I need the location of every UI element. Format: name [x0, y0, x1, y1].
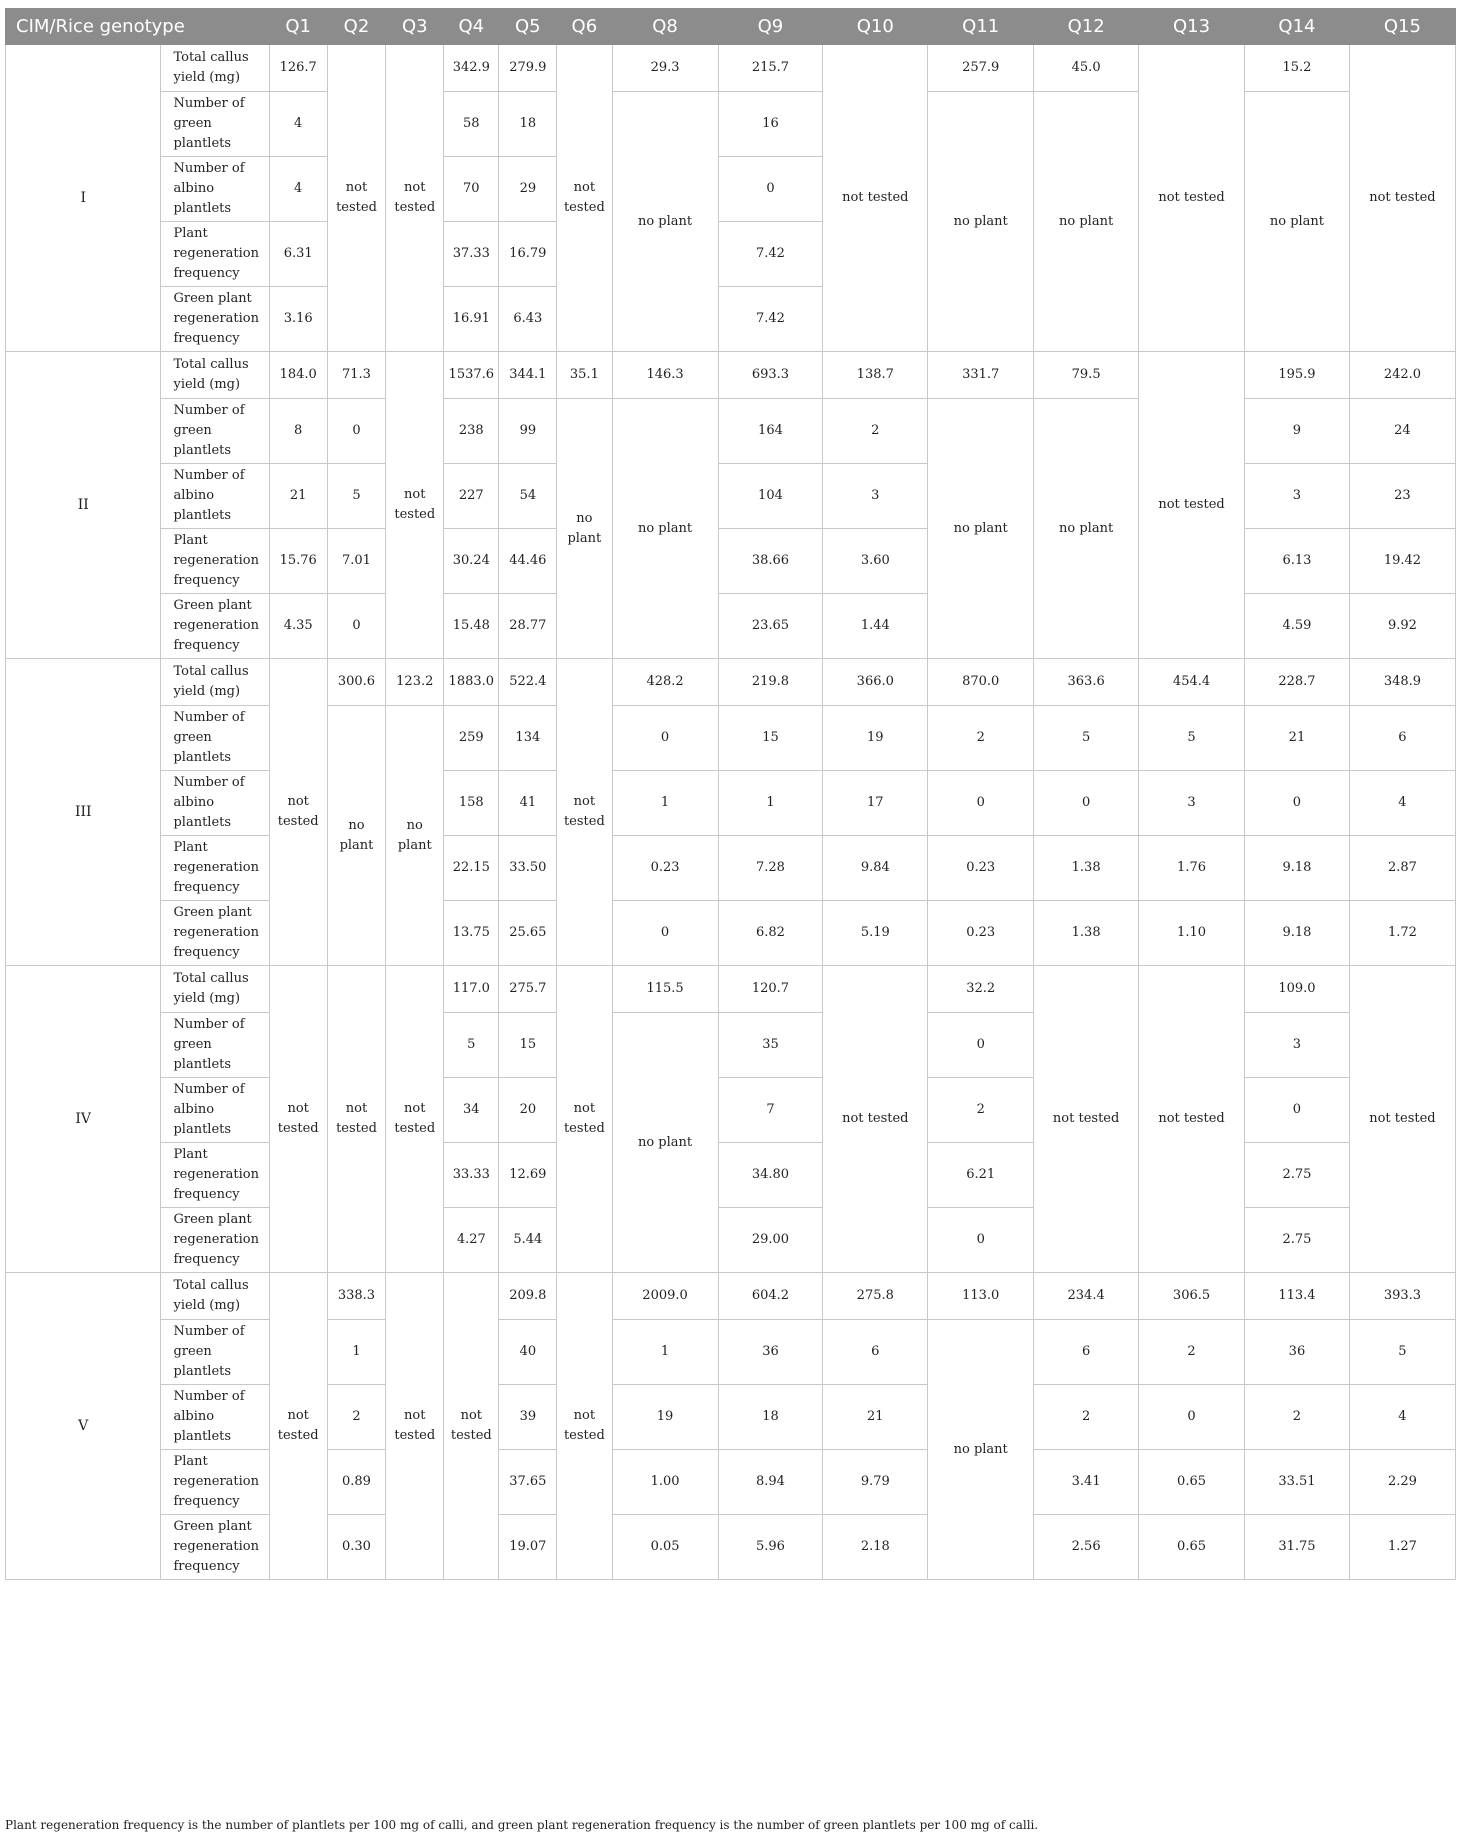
value-cell: 234.4	[1034, 1273, 1139, 1320]
value-cell: 79.5	[1034, 352, 1139, 399]
value-cell: 6.31	[269, 222, 327, 287]
value-cell: 5.19	[823, 901, 928, 966]
value-cell: 6	[1034, 1320, 1139, 1385]
value-cell: 0.65	[1139, 1450, 1245, 1515]
table-footnote: Plant regeneration frequency is the number of plantlets per 100 mg of calli, and green plant regeneration frequency is the number of green plantlets per 100 mg of calli.	[5, 1818, 1039, 1832]
value-cell: 33.50	[499, 836, 557, 901]
table-row	[6, 901, 1456, 966]
value-cell: 242.0	[1349, 352, 1455, 399]
status-cell: not tested	[1139, 966, 1245, 1273]
value-cell: 1537.6	[444, 352, 499, 399]
parameter-label: Green plant regeneration frequency	[161, 287, 269, 352]
status-cell: not tested	[444, 1273, 499, 1580]
value-cell: 1.76	[1139, 836, 1245, 901]
value-cell: 275.7	[499, 966, 557, 1013]
header-cell-q14: Q14	[1245, 9, 1350, 45]
value-cell: 1	[612, 1320, 718, 1385]
value-cell: 1	[718, 771, 823, 836]
value-cell: 164	[718, 399, 823, 464]
value-cell: 13.75	[444, 901, 499, 966]
value-cell: 3.60	[823, 529, 928, 594]
value-cell: 58	[444, 92, 499, 157]
value-cell: 36	[1245, 1320, 1350, 1385]
value-cell: 104	[718, 464, 823, 529]
table-row	[6, 1385, 1456, 1450]
value-cell: 19	[823, 706, 928, 771]
status-cell: not tested	[386, 45, 444, 352]
value-cell: 44.46	[499, 529, 557, 594]
value-cell: 5.96	[718, 1515, 823, 1580]
value-cell: 6	[823, 1320, 928, 1385]
status-cell: not tested	[823, 966, 928, 1273]
value-cell: 99	[499, 399, 557, 464]
value-cell: 6.43	[499, 287, 557, 352]
value-cell: 209.8	[499, 1273, 557, 1320]
results-table-container	[5, 8, 1456, 1580]
value-cell: 428.2	[612, 659, 718, 706]
value-cell: 300.6	[327, 659, 386, 706]
value-cell: 15.2	[1245, 45, 1350, 92]
value-cell: 0.05	[612, 1515, 718, 1580]
value-cell: 113.4	[1245, 1273, 1350, 1320]
status-cell: not tested	[327, 966, 386, 1273]
status-cell: not tested	[557, 659, 612, 966]
value-cell: 29.00	[718, 1208, 823, 1273]
parameter-label: Number of green plantlets	[161, 706, 269, 771]
value-cell: 7.42	[718, 287, 823, 352]
value-cell: 2	[928, 1078, 1034, 1143]
value-cell: 2.29	[1349, 1450, 1455, 1515]
value-cell: 31.75	[1245, 1515, 1350, 1580]
value-cell: 7	[718, 1078, 823, 1143]
value-cell: 5	[327, 464, 386, 529]
value-cell: 0.89	[327, 1450, 386, 1515]
parameter-label: Total callus yield (mg)	[161, 352, 269, 399]
table-row	[6, 1320, 1456, 1385]
value-cell: 8.94	[718, 1450, 823, 1515]
value-cell: 37.33	[444, 222, 499, 287]
value-cell: 6.82	[718, 901, 823, 966]
genotype-group-label: II	[6, 352, 161, 659]
value-cell: 7.42	[718, 222, 823, 287]
status-cell: not tested	[1349, 966, 1455, 1273]
value-cell: 71.3	[327, 352, 386, 399]
value-cell: 21	[269, 464, 327, 529]
value-cell: 36	[718, 1320, 823, 1385]
value-cell: 0	[612, 901, 718, 966]
value-cell: 0	[928, 1013, 1034, 1078]
parameter-label: Total callus yield (mg)	[161, 45, 269, 92]
value-cell: 1.27	[1349, 1515, 1455, 1580]
value-cell: 4.27	[444, 1208, 499, 1273]
callus-regeneration-table	[5, 8, 1456, 1580]
status-cell: not tested	[269, 1273, 327, 1580]
value-cell: 6.13	[1245, 529, 1350, 594]
value-cell: 693.3	[718, 352, 823, 399]
value-cell: 1.10	[1139, 901, 1245, 966]
value-cell: 4	[1349, 1385, 1455, 1450]
value-cell: 6	[1349, 706, 1455, 771]
status-cell: no plant	[612, 399, 718, 659]
value-cell: 54	[499, 464, 557, 529]
value-cell: 38.66	[718, 529, 823, 594]
value-cell: 0	[1245, 1078, 1350, 1143]
parameter-label: Plant regeneration frequency	[161, 1450, 269, 1515]
status-cell: not tested	[269, 659, 327, 966]
parameter-label: Number of albino plantlets	[161, 157, 269, 222]
value-cell: 238	[444, 399, 499, 464]
value-cell: 24	[1349, 399, 1455, 464]
parameter-label: Plant regeneration frequency	[161, 222, 269, 287]
value-cell: 70	[444, 157, 499, 222]
parameter-label: Number of albino plantlets	[161, 1078, 269, 1143]
header-cell-q4: Q4	[444, 9, 499, 45]
value-cell: 21	[823, 1385, 928, 1450]
value-cell: 29	[499, 157, 557, 222]
value-cell: 15.48	[444, 594, 499, 659]
value-cell: 5	[1139, 706, 1245, 771]
value-cell: 25.65	[499, 901, 557, 966]
value-cell: 126.7	[269, 45, 327, 92]
value-cell: 2.56	[1034, 1515, 1139, 1580]
value-cell: 348.9	[1349, 659, 1455, 706]
table-row	[6, 352, 1456, 399]
value-cell: 3.41	[1034, 1450, 1139, 1515]
parameter-label: Number of green plantlets	[161, 1013, 269, 1078]
value-cell: 34.80	[718, 1143, 823, 1208]
value-cell: 5	[1349, 1320, 1455, 1385]
value-cell: 259	[444, 706, 499, 771]
parameter-label: Number of albino plantlets	[161, 464, 269, 529]
value-cell: 39	[499, 1385, 557, 1450]
value-cell: 0	[928, 771, 1034, 836]
status-cell: not tested	[1349, 45, 1455, 352]
status-cell: not tested	[1139, 45, 1245, 352]
value-cell: 5	[1034, 706, 1139, 771]
value-cell: 2	[1245, 1385, 1350, 1450]
value-cell: 1	[327, 1320, 386, 1385]
table-row	[6, 771, 1456, 836]
value-cell: 338.3	[327, 1273, 386, 1320]
parameter-label: Green plant regeneration frequency	[161, 901, 269, 966]
value-cell: 6.21	[928, 1143, 1034, 1208]
value-cell: 184.0	[269, 352, 327, 399]
parameter-label: Total callus yield (mg)	[161, 1273, 269, 1320]
table-row	[6, 836, 1456, 901]
value-cell: 227	[444, 464, 499, 529]
genotype-group-label: I	[6, 45, 161, 352]
table-row	[6, 1515, 1456, 1580]
value-cell: 35	[718, 1013, 823, 1078]
status-cell: not tested	[386, 1273, 444, 1580]
value-cell: 1	[612, 771, 718, 836]
parameter-label: Number of albino plantlets	[161, 1385, 269, 1450]
value-cell: 22.15	[444, 836, 499, 901]
status-cell: no plant	[386, 706, 444, 966]
value-cell: 29.3	[612, 45, 718, 92]
value-cell: 35.1	[557, 352, 612, 399]
header-cell-q5: Q5	[499, 9, 557, 45]
header-cell-q3: Q3	[386, 9, 444, 45]
value-cell: 522.4	[499, 659, 557, 706]
header-cell-q8: Q8	[612, 9, 718, 45]
value-cell: 9.92	[1349, 594, 1455, 659]
status-cell: no plant	[557, 399, 612, 659]
value-cell: 18	[499, 92, 557, 157]
status-cell: not tested	[823, 45, 928, 352]
value-cell: 0.65	[1139, 1515, 1245, 1580]
value-cell: 2.75	[1245, 1208, 1350, 1273]
value-cell: 1.38	[1034, 836, 1139, 901]
value-cell: 4	[269, 92, 327, 157]
value-cell: 2.18	[823, 1515, 928, 1580]
value-cell: 454.4	[1139, 659, 1245, 706]
value-cell: 158	[444, 771, 499, 836]
header-cell-q12: Q12	[1034, 9, 1139, 45]
value-cell: 109.0	[1245, 966, 1350, 1013]
value-cell: 0	[718, 157, 823, 222]
value-cell: 19.42	[1349, 529, 1455, 594]
value-cell: 2.87	[1349, 836, 1455, 901]
value-cell: 9.18	[1245, 901, 1350, 966]
value-cell: 1.00	[612, 1450, 718, 1515]
value-cell: 123.2	[386, 659, 444, 706]
header-cell-q9: Q9	[718, 9, 823, 45]
value-cell: 0	[1245, 771, 1350, 836]
table-row	[6, 966, 1456, 1013]
value-cell: 3	[1245, 464, 1350, 529]
value-cell: 19	[612, 1385, 718, 1450]
value-cell: 4.59	[1245, 594, 1350, 659]
value-cell: 45.0	[1034, 45, 1139, 92]
value-cell: 306.5	[1139, 1273, 1245, 1320]
value-cell: 0.23	[928, 901, 1034, 966]
value-cell: 23.65	[718, 594, 823, 659]
value-cell: 16	[718, 92, 823, 157]
value-cell: 1.44	[823, 594, 928, 659]
status-cell: no plant	[1034, 92, 1139, 352]
value-cell: 7.28	[718, 836, 823, 901]
status-cell: not tested	[557, 45, 612, 352]
parameter-label: Total callus yield (mg)	[161, 966, 269, 1013]
value-cell: 331.7	[928, 352, 1034, 399]
status-cell: not tested	[386, 966, 444, 1273]
value-cell: 12.69	[499, 1143, 557, 1208]
value-cell: 117.0	[444, 966, 499, 1013]
header-row	[6, 9, 1456, 45]
value-cell: 870.0	[928, 659, 1034, 706]
status-cell: no plant	[327, 706, 386, 966]
value-cell: 32.2	[928, 966, 1034, 1013]
value-cell: 33.33	[444, 1143, 499, 1208]
value-cell: 0.30	[327, 1515, 386, 1580]
header-cell-q6: Q6	[557, 9, 612, 45]
value-cell: 19.07	[499, 1515, 557, 1580]
value-cell: 3	[1245, 1013, 1350, 1078]
value-cell: 113.0	[928, 1273, 1034, 1320]
value-cell: 0	[1139, 1385, 1245, 1450]
value-cell: 15.76	[269, 529, 327, 594]
genotype-group-label: V	[6, 1273, 161, 1580]
value-cell: 0	[928, 1208, 1034, 1273]
value-cell: 15	[718, 706, 823, 771]
status-cell: no plant	[612, 92, 718, 352]
value-cell: 34	[444, 1078, 499, 1143]
header-cell-genotype: CIM/Rice genotype	[6, 9, 270, 45]
value-cell: 219.8	[718, 659, 823, 706]
value-cell: 344.1	[499, 352, 557, 399]
parameter-label: Number of green plantlets	[161, 1320, 269, 1385]
parameter-label: Plant regeneration frequency	[161, 1143, 269, 1208]
parameter-label: Green plant regeneration frequency	[161, 1515, 269, 1580]
table-row	[6, 1450, 1456, 1515]
value-cell: 23	[1349, 464, 1455, 529]
value-cell: 8	[269, 399, 327, 464]
value-cell: 3	[823, 464, 928, 529]
value-cell: 21	[1245, 706, 1350, 771]
status-cell: no plant	[1245, 92, 1350, 352]
genotype-group-label: III	[6, 659, 161, 966]
value-cell: 146.3	[612, 352, 718, 399]
value-cell: 138.7	[823, 352, 928, 399]
value-cell: 1.72	[1349, 901, 1455, 966]
value-cell: 2	[1034, 1385, 1139, 1450]
value-cell: 20	[499, 1078, 557, 1143]
value-cell: 16.79	[499, 222, 557, 287]
value-cell: 3.16	[269, 287, 327, 352]
table-row	[6, 659, 1456, 706]
value-cell: 9.79	[823, 1450, 928, 1515]
value-cell: 33.51	[1245, 1450, 1350, 1515]
status-cell: no plant	[612, 1013, 718, 1273]
value-cell: 37.65	[499, 1450, 557, 1515]
value-cell: 0.23	[612, 836, 718, 901]
value-cell: 0	[1034, 771, 1139, 836]
status-cell: not tested	[269, 966, 327, 1273]
value-cell: 9.84	[823, 836, 928, 901]
parameter-label: Plant regeneration frequency	[161, 529, 269, 594]
status-cell: no plant	[1034, 399, 1139, 659]
value-cell: 195.9	[1245, 352, 1350, 399]
value-cell: 5	[444, 1013, 499, 1078]
value-cell: 2	[928, 706, 1034, 771]
status-cell: not tested	[1139, 352, 1245, 659]
status-cell: not tested	[557, 1273, 612, 1580]
value-cell: 28.77	[499, 594, 557, 659]
header-cell-q10: Q10	[823, 9, 928, 45]
value-cell: 7.01	[327, 529, 386, 594]
value-cell: 604.2	[718, 1273, 823, 1320]
status-cell: not tested	[327, 45, 386, 352]
value-cell: 2009.0	[612, 1273, 718, 1320]
value-cell: 115.5	[612, 966, 718, 1013]
parameter-label: Total callus yield (mg)	[161, 659, 269, 706]
status-cell: no plant	[928, 399, 1034, 659]
value-cell: 275.8	[823, 1273, 928, 1320]
status-cell: no plant	[928, 1320, 1034, 1580]
value-cell: 30.24	[444, 529, 499, 594]
parameter-label: Green plant regeneration frequency	[161, 594, 269, 659]
value-cell: 4	[269, 157, 327, 222]
value-cell: 0	[327, 594, 386, 659]
value-cell: 4	[1349, 771, 1455, 836]
value-cell: 9	[1245, 399, 1350, 464]
value-cell: 2	[1139, 1320, 1245, 1385]
parameter-label: Number of green plantlets	[161, 399, 269, 464]
value-cell: 120.7	[718, 966, 823, 1013]
value-cell: 257.9	[928, 45, 1034, 92]
value-cell: 17	[823, 771, 928, 836]
value-cell: 2.75	[1245, 1143, 1350, 1208]
parameter-label: Number of green plantlets	[161, 92, 269, 157]
status-cell: not tested	[386, 352, 444, 659]
parameter-label: Green plant regeneration frequency	[161, 1208, 269, 1273]
value-cell: 342.9	[444, 45, 499, 92]
value-cell: 40	[499, 1320, 557, 1385]
value-cell: 228.7	[1245, 659, 1350, 706]
value-cell: 5.44	[499, 1208, 557, 1273]
table-row	[6, 706, 1456, 771]
value-cell: 2	[823, 399, 928, 464]
value-cell: 9.18	[1245, 836, 1350, 901]
value-cell: 41	[499, 771, 557, 836]
status-cell: not tested	[1034, 966, 1139, 1273]
value-cell: 366.0	[823, 659, 928, 706]
table-body	[6, 45, 1456, 1580]
header-cell-q13: Q13	[1139, 9, 1245, 45]
parameter-label: Number of albino plantlets	[161, 771, 269, 836]
value-cell: 393.3	[1349, 1273, 1455, 1320]
value-cell: 279.9	[499, 45, 557, 92]
value-cell: 4.35	[269, 594, 327, 659]
table-row	[6, 1273, 1456, 1320]
status-cell: not tested	[557, 966, 612, 1273]
value-cell: 3	[1139, 771, 1245, 836]
value-cell: 2	[327, 1385, 386, 1450]
value-cell: 16.91	[444, 287, 499, 352]
genotype-group-label: IV	[6, 966, 161, 1273]
value-cell: 134	[499, 706, 557, 771]
header-cell-q2: Q2	[327, 9, 386, 45]
table-row	[6, 45, 1456, 92]
status-cell: no plant	[928, 92, 1034, 352]
parameter-label: Plant regeneration frequency	[161, 836, 269, 901]
header-cell-q11: Q11	[928, 9, 1034, 45]
value-cell: 0	[327, 399, 386, 464]
header-cell-q1: Q1	[269, 9, 327, 45]
header-cell-q15: Q15	[1349, 9, 1455, 45]
value-cell: 363.6	[1034, 659, 1139, 706]
value-cell: 1.38	[1034, 901, 1139, 966]
value-cell: 0	[612, 706, 718, 771]
value-cell: 15	[499, 1013, 557, 1078]
value-cell: 18	[718, 1385, 823, 1450]
value-cell: 1883.0	[444, 659, 499, 706]
value-cell: 0.23	[928, 836, 1034, 901]
value-cell: 215.7	[718, 45, 823, 92]
